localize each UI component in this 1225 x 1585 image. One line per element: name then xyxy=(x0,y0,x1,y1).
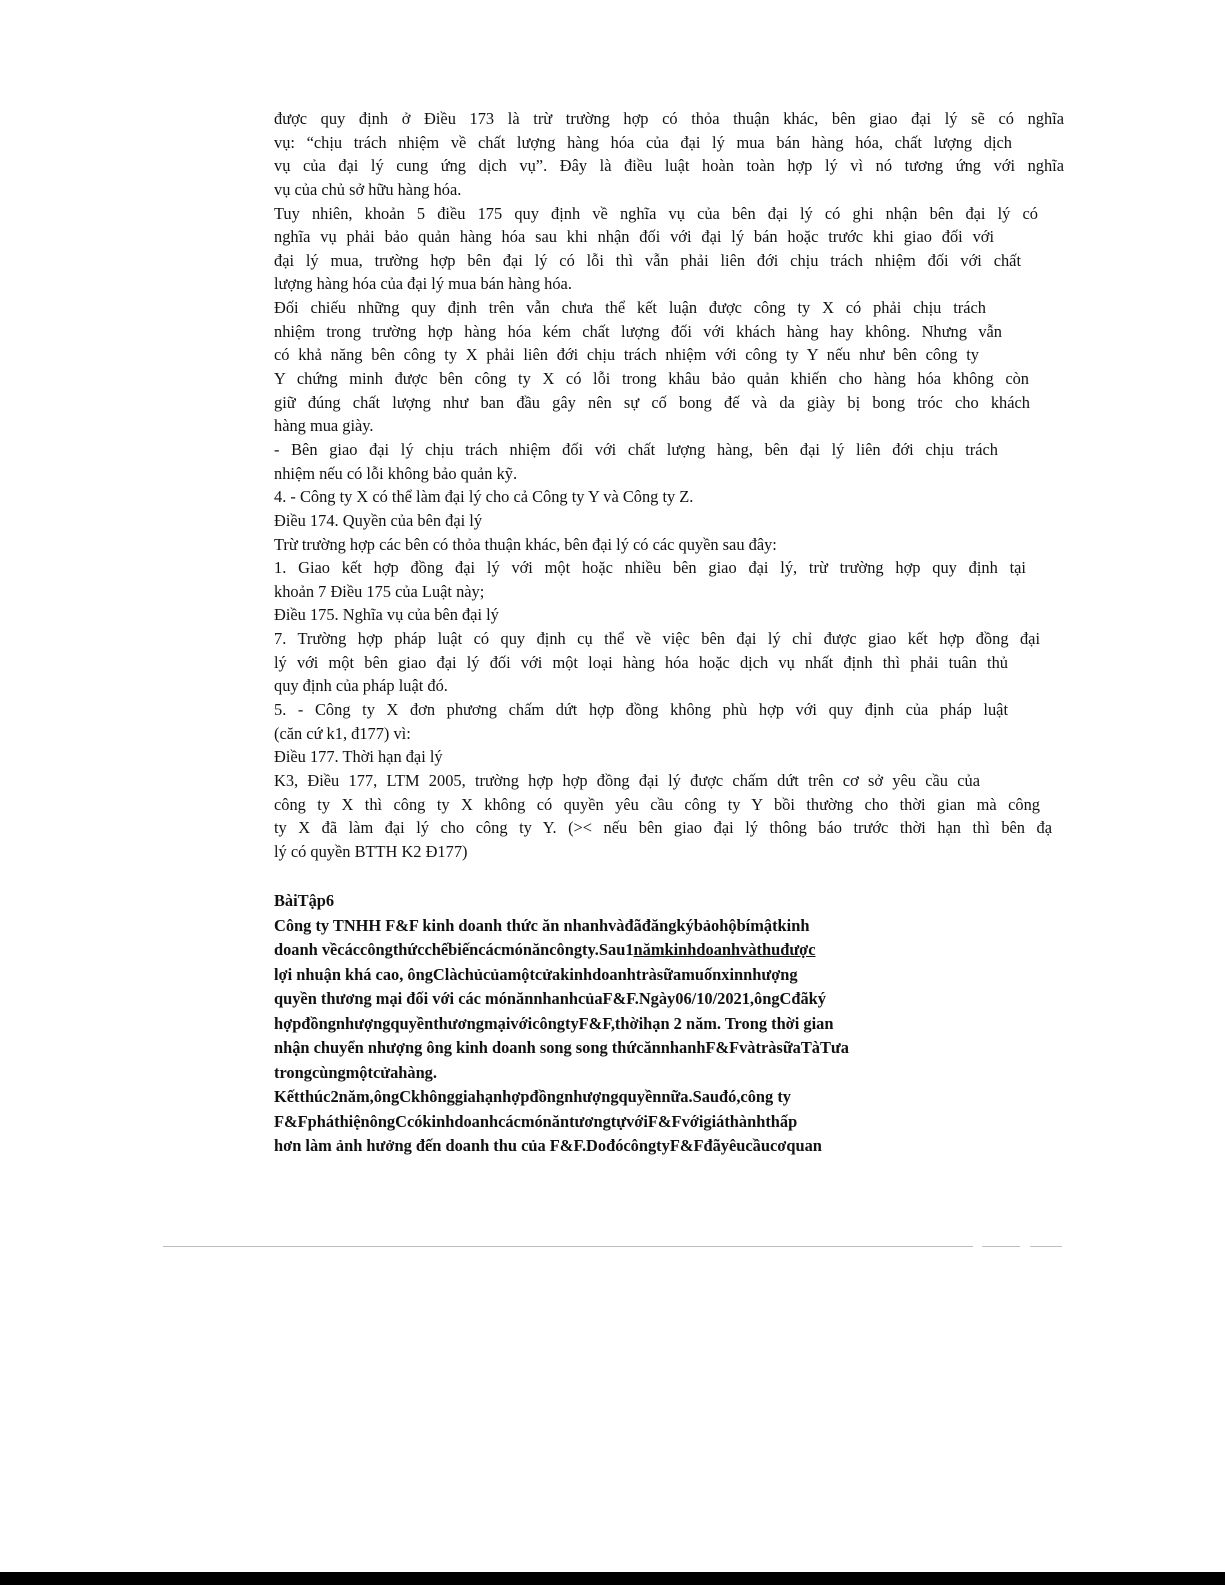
text-line: Y chứng minh được bên công ty X có lỗi trong khâu bảo quản khiến cho hàng hóa không còn xyxy=(274,369,1029,389)
text-line: ty X đã làm đại lý cho công ty Y. (>< nếu bên giao đại lý thông báo trước thời hạn thì bên đạ xyxy=(274,818,1052,838)
text-line: có khả năng bên công ty X phải liên đới chịu trách nhiệm với công ty Y nếu như bên công ty xyxy=(274,345,979,365)
body-text xyxy=(274,107,1064,864)
text-line: 7. Trường hợp pháp luật có quy định cụ thể về việc bên đại lý chỉ được giao kết hợp đồng đại xyxy=(274,629,1040,649)
text-line: K3, Điều 177, LTM 2005, trường hợp hợp đồng đại lý được chấm dứt trên cơ sở yêu cầu của xyxy=(274,770,980,790)
exercise-line: Công ty TNHH F&F kinh doanh thức ăn nhanhvàđãđăngkýbảohộbímậtkinh xyxy=(274,915,810,935)
exercise-line: Kếtthúc2năm,ôngCkhônggiahạnhợpđồngnhượngquyềnnữa.Sauđó,công ty xyxy=(274,1087,791,1106)
exercise-line: quyền thương mại đối với các mónănnhanhcủaF&F.Ngày06/10/2021,ôngCđãký xyxy=(274,989,826,1008)
text-line: hàng mua giày. xyxy=(274,416,374,436)
text-line: Điều 177. Thời hạn đại lý xyxy=(274,747,443,767)
exercise-line: F&FpháthiệnôngCcókinhdoanhcácmónăntươngtựvớiF&Fvớigiáthànhthấp xyxy=(274,1111,798,1131)
text-line: 5. - Công ty X đơn phương chấm dứt hợp đồng không phù hợp với quy định của pháp luật xyxy=(274,700,1008,720)
exercise-line xyxy=(274,938,924,963)
exercise-line-part: doanh vềcáccôngthứcchếbiếncácmónăncôngty.Sau1 xyxy=(274,940,634,959)
text-line: khoản 7 Điều 175 của Luật này; xyxy=(274,581,485,601)
text-line: lý có quyền BTTH K2 Đ177) xyxy=(274,841,468,861)
text-line: nhiệm nếu có lỗi không bảo quản kỹ. xyxy=(274,463,518,483)
exercise-line: nhận chuyển nhượng ông kinh doanh song song thứcănnhanhF&FvàtràsữaTàTưa xyxy=(274,1038,849,1057)
page-footer-divider xyxy=(982,1246,1020,1247)
text-line: giữ đúng chất lượng như ban đầu gây nên sự cố bong đế và da giày bị bong tróc cho khách xyxy=(274,392,1030,412)
text-line: 1. Giao kết hợp đồng đại lý với một hoặc nhiều bên giao đại lý, trừ trường hợp quy định tại xyxy=(274,558,1026,578)
text-line: đại lý mua, trường hợp bên đại lý có lỗi thì vẫn phải liên đới chịu trách nhiệm đối với chất xyxy=(274,250,1021,270)
text-line: Tuy nhiên, khoản 5 điều 175 quy định về nghĩa vụ của bên đại lý có ghi nhận bên đại lý có xyxy=(274,203,1038,223)
text-line: 4. - Công ty X có thể làm đại lý cho cả Công ty Y và Công ty Z. xyxy=(274,487,694,507)
text-line: công ty X thì công ty X không có quyền yêu cầu công ty Y bồi thường cho thời gian mà công xyxy=(274,794,1040,814)
exercise-heading: BàiTập6 xyxy=(274,891,335,910)
text-line: Đối chiếu những quy định trên vẫn chưa thể kết luận được công ty X có phải chịu trách xyxy=(274,298,986,318)
exercise-line: hơn làm ảnh hưởng đến doanh thu của F&F.DođócôngtyF&Fđãyêucầucơquan xyxy=(274,1136,822,1155)
exercise-section xyxy=(274,889,924,1159)
text-line: - Bên giao đại lý chịu trách nhiệm đối với chất lượng hàng, bên đại lý liên đới chịu trách xyxy=(274,439,998,459)
page-footer-divider xyxy=(1030,1246,1062,1247)
text-line: Trừ trường hợp các bên có thỏa thuận khác, bên đại lý có các quyền sau đây: xyxy=(274,534,777,554)
text-line: được quy định ở Điều 173 là trừ trường hợp có thỏa thuận khác, bên giao đại lý sẽ có nghĩa xyxy=(274,109,1064,128)
exercise-line: trongcùngmộtcửahàng. xyxy=(274,1062,437,1082)
text-line: nhiệm trong trường hợp hàng hóa kém chất lượng đối với khách hàng hay không. Nhưng vẫn xyxy=(274,321,1002,341)
text-line: vụ: “chịu trách nhiệm về chất lượng hàng hóa của đại lý mua bán hàng hóa, chất lượng dịch xyxy=(274,132,1012,152)
text-line: (căn cứ k1, đ177) vì: xyxy=(274,723,411,743)
text-line: vụ của đại lý cung ứng dịch vụ”. Đây là điều luật hoàn toàn hợp lý vì nó tương ứng với nghĩa xyxy=(274,156,1064,176)
underlined-text: nămkinhdoanhvàthuđược xyxy=(633,940,816,959)
exercise-line: hợpđồngnhượngquyềnthươngmạivớicôngtyF&F,thờihạn 2 năm. Trong thời gian xyxy=(274,1013,834,1033)
exercise-line: lợi nhuận khá cao, ôngClàchủcủamộtcửakinhdoanhtràsữamuốnxinnhượng xyxy=(274,964,798,984)
text-line: Điều 174. Quyền của bên đại lý xyxy=(274,510,483,530)
text-line: lượng hàng hóa của đại lý mua bán hàng hóa. xyxy=(274,274,572,294)
text-line: quy định của pháp luật đó. xyxy=(274,676,448,696)
text-line: vụ của chủ sở hữu hàng hóa. xyxy=(274,179,462,199)
text-line: Điều 175. Nghĩa vụ của bên đại lý xyxy=(274,605,499,625)
page-footer-divider xyxy=(163,1246,973,1247)
text-line: nghĩa vụ phải bảo quản hàng hóa sau khi nhận đối với đại lý bán hoặc trước khi giao đối với xyxy=(274,227,994,247)
text-line: lý với một bên giao đại lý đối với một loại hàng hóa hoặc dịch vụ nhất định thì phải tuân thủ xyxy=(274,652,1008,672)
bottom-edge-bar xyxy=(0,1572,1225,1585)
